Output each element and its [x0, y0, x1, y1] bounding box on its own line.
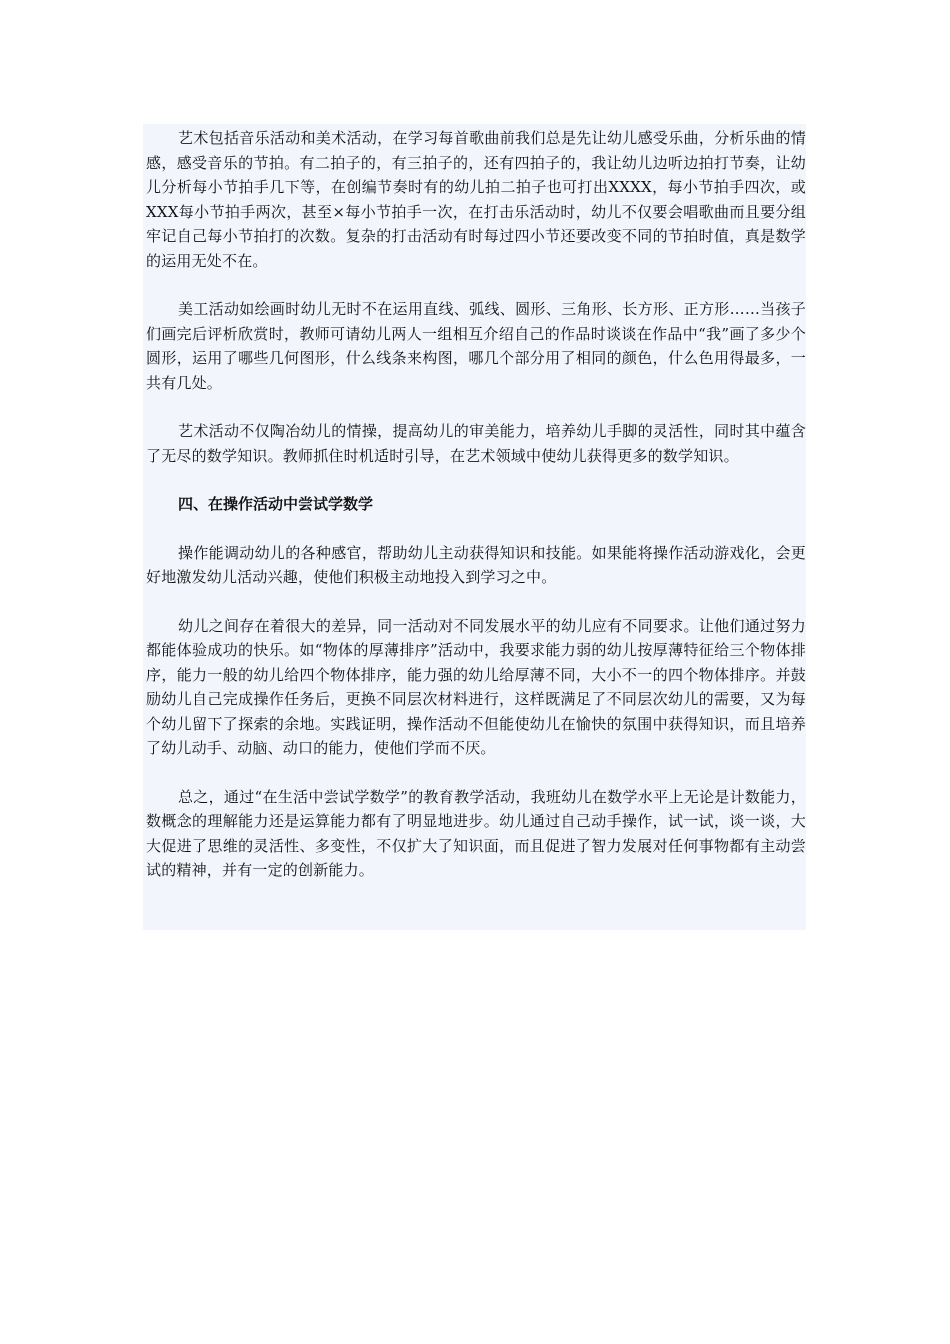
- section-heading: 四、在操作活动中尝试学数学: [178, 495, 374, 513]
- paragraph-operation-intro: 操作能调动幼儿的各种感官，帮助幼儿主动获得知识和技能。如果能将操作活动游戏化，会更好地激发幼儿活动兴趣，使他们积极主动地投入到学习之中。: [146, 543, 806, 586]
- article-text-block: [143, 124, 806, 930]
- paragraph-art-drawing: 美工活动如绘画时幼儿无时不在运用直线、弧线、圆形、三角形、长方形、正方形……当孩子们画完后评析欣赏时，教师可请幼儿两人一组相互介绍自己的作品时谈谈在作品中“我”画了多少个圆形，运用了哪些几何图形，什么线条来构图，哪几个部分用了相同的颜色，什么色用得最多，一共有几处。: [146, 300, 806, 392]
- paragraph-art-summary: 艺术活动不仅陶冶幼儿的情操，提高幼儿的审美能力，培养幼儿手脚的灵活性，同时其中蕴含了无尽的数学知识。教师抓住时机适时引导，在艺术领域中使幼儿获得更多的数学知识。: [146, 422, 806, 465]
- paragraph-conclusion: 总之，通过“在生活中尝试学数学”的教育教学活动，我班幼儿在数学水平上无论是计数能力，数概念的理解能力还是运算能力都有了明显地进步。幼儿通过自己动手操作，试一试，谈一谈，大大促进了思维的灵活性、多变性，不仅扩大了知识面，而且促进了智力发展对任何事物都有主动尝试的精神，并有一定的创新能力。: [146, 787, 806, 879]
- paragraph-art-music: 艺术包括音乐活动和美术活动，在学习每首歌曲前我们总是先让幼儿感受乐曲，分析乐曲的情感，感受音乐的节拍。有二拍子的，有三拍子的，还有四拍子的，我让幼儿边听边拍打节奏，让幼儿分析每小节拍手几下等，在创编节奏时有的幼儿拍二拍子也可打出XXXX，每小节拍手四次，或XXX每小节拍手两次，甚至×每小节拍手一次，在打击乐活动时，幼儿不仅要会唱歌曲而且要分组牢记自己每小节拍打的次数。复杂的打击活动有时每过四小节还要改变不同的节拍时值，真是数学的运用无处不在。: [146, 129, 806, 270]
- paragraph-operation-differences: 幼儿之间存在着很大的差异，同一活动对不同发展水平的幼儿应有不同要求。让他们通过努力都能体验成功的快乐。如“物体的厚薄排序”活动中，我要求能力弱的幼儿按厚薄特征给三个物体排序，能力一般的幼儿给四个物体排序，能力强的幼儿给厚薄不同，大小不一的四个物体排序。并鼓励幼儿自己完成操作任务后，更换不同层次材料进行，这样既满足了不同层次幼儿的需要，又为每个幼儿留下了探索的余地。实践证明，操作活动不但能使幼儿在愉快的氛围中获得知识，而且培养了幼儿动手、动脑、动口的能力，使他们学而不厌。: [146, 616, 806, 757]
